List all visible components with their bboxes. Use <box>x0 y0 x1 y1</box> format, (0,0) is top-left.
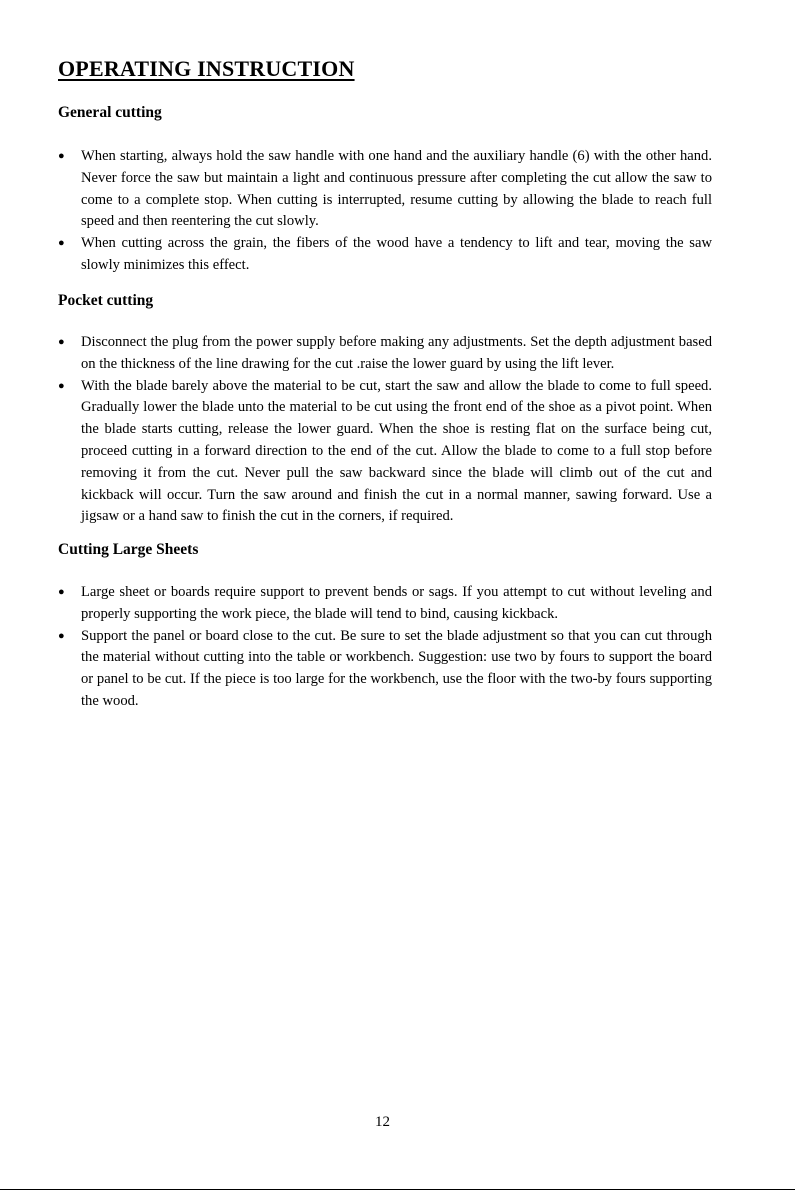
pocket-cutting-list <box>56 332 712 528</box>
bullet-icon: ● <box>58 336 65 348</box>
list-item <box>56 626 712 713</box>
list-item-text: With the blade barely above the material to be cut, start the saw and allow the blade to come to full speed. Gradually lower the blade unto the material to be cut using the front end of the shoe as a pivot point. When the blade starts cutting, release the lower guard. When the shoe is resting flat on the surface being cut, proceed cutting in a forward direction to the end of the cut. Allow the blade to come to a full stop before removing it from the cut. Never pull the saw backward since the blade will climb out of the cut and kickback will occur. Turn the saw around and finish the cut in a normal manner, sawing forward. Use a jigsaw or a hand saw to finish the cut in the corners, if required. <box>81 377 712 525</box>
section-heading-general-cutting: General cutting <box>58 104 162 121</box>
page-number: 12 <box>375 1114 390 1130</box>
section-heading-pocket-cutting: Pocket cutting <box>58 292 154 309</box>
list-item <box>56 582 712 626</box>
list-item-text: When cutting across the grain, the fibers of the wood have a tendency to lift and tear, moving the saw slowly minimizes this effect. <box>81 235 712 273</box>
list-item <box>56 376 712 529</box>
list-item-text: Disconnect the plug from the power supply before making any adjustments. Set the depth adjustment based on the thickness of the line drawing for the cut .raise the lower guard by using the lift lever. <box>81 334 712 372</box>
bottom-rule <box>0 1189 795 1190</box>
section-heading-cutting-large-sheets: Cutting Large Sheets <box>58 541 199 558</box>
bullet-icon: ● <box>58 586 65 598</box>
cutting-large-sheets-list <box>56 582 712 713</box>
list-item-text: Support the panel or board close to the cut. Be sure to set the blade adjustment so that you can cut through the material without cutting into the table or workbench. Suggestion: use two by fours to support the board or panel to be cut. If the piece is too large for the workbench, use the floor with the two-by fours supporting the wood. <box>81 627 712 709</box>
list-item-text: Large sheet or boards require support to prevent bends or sags. If you attempt to cut without leveling and properly supporting the work piece, the blade will tend to bind, causing kickback. <box>81 584 712 622</box>
list-item <box>56 146 712 233</box>
page-title: OPERATING INSTRUCTION <box>58 56 355 81</box>
general-cutting-list <box>56 146 712 277</box>
bullet-icon: ● <box>58 150 65 162</box>
bullet-icon: ● <box>58 379 65 392</box>
list-item-text: When starting, always hold the saw handle with one hand and the auxiliary handle (6) with the other hand. Never force the saw but maintain a light and continuous pressure after completing the cut allow the saw to come to a complete stop. When cutting is interrupted, resume cutting by allowing the blade to reach full speed and then reentering the cut slowly. <box>81 148 712 230</box>
list-item <box>56 233 712 277</box>
bullet-icon: ● <box>58 629 65 642</box>
list-item <box>56 332 712 376</box>
bullet-icon: ● <box>58 237 65 250</box>
